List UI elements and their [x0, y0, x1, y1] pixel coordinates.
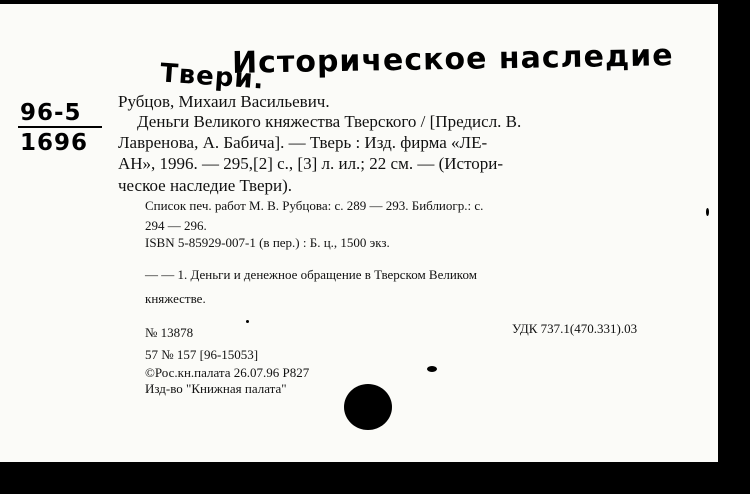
isbn-line: ISBN 5-85929-007-1 (в пер.) : Б. ц., 1500 экз. [145, 235, 390, 250]
subject-line-1: — — 1. Деньги и денежное обращение в Тверском Великом [145, 267, 477, 282]
publication-line-2: АН», 1996. — 295,[2] с., [3] л. ил.; 22 см. — (Истори- [118, 154, 504, 173]
note-line-1: Список печ. работ М. В. Рубцова: с. 289 — 293. Библиогр.: с. [145, 198, 484, 213]
ink-blot [344, 384, 392, 430]
note-line-2: 294 — 296. [145, 218, 207, 233]
publisher-line: Изд-во "Книжная палата" [145, 381, 287, 396]
publication-line-1: Лавренова, А. Бабича]. — Тверь : Изд. фирма «ЛЕ- [118, 133, 488, 152]
author-line: Рубцов, Михаил Васильевич. [118, 92, 330, 111]
shelfmark-divider [18, 126, 102, 128]
shelfmark-top: 96-5 [20, 100, 82, 126]
handwritten-series-note-2: Твери. [159, 58, 266, 96]
title-line: Деньги Великого княжества Тверского / [Предисл. В. [137, 112, 522, 131]
shelfmark-bottom: 1696 [20, 130, 89, 156]
series-line: ческое наследие Твери). [118, 176, 293, 195]
udc-code: УДК 737.1(470.331).03 [512, 321, 638, 336]
chamber-stamp: ©Рос.кн.палата 26.07.96 Р827 [145, 365, 310, 380]
speck-1 [246, 320, 249, 323]
subject-line-2: княжестве. [145, 291, 206, 306]
scan-border [718, 0, 750, 494]
catalog-card [0, 4, 718, 462]
handwritten-series-note: Историческое наследие [231, 38, 674, 81]
speck-2 [427, 366, 437, 372]
registry-number: 57 № 157 [96-15053] [145, 347, 259, 362]
speck-3 [706, 208, 709, 216]
card-number: № 13878 [145, 325, 194, 340]
